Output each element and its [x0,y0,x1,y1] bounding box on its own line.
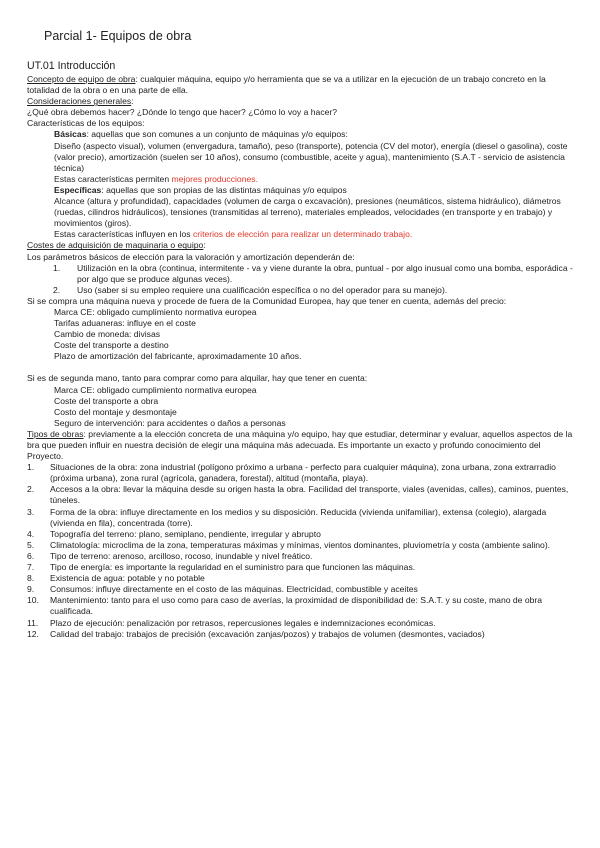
concepto-text: : cualquier máquina, equipo y/o herramienta que se va a utilizar en la ejecución de un trabajo concreto en la totalidad de la obra o en una parte de ella. [27,74,546,96]
costes-label: Costes de adquisición de maquinaria o equipo [27,240,204,251]
nueva-item: Marca CE: obligado cumplimiento normativa europea [54,306,257,317]
list-number: 2. [53,284,61,295]
permiten-line [27,174,575,185]
costes-colon: : [203,240,206,251]
list-item [27,540,575,551]
nueva-intro: Si se compra una máquina nueva y procede de fuera de la Comunidad Europea, hay que tener en cuenta, además del precio: [27,295,507,306]
list-text: Mantenimiento: tanto para el uso como para caso de averías, la proximidad de disponibilidad de: S.A.T. y su coste, mano de obra cualificada. [50,595,543,617]
list-item [27,285,575,296]
list-text: Forma de la obra: influye directamente en los medios y su disposición. Reducida (vivienda unifamiliar), extensa (colegio), alargada (vivienda en fila), concentrada (torre). [50,506,547,528]
list-text: Tipo de energía: es importante la regularidad en el suministro para que funcionen las máquinas. [50,562,416,573]
list-text: Existencia de agua: potable y no potable [50,573,205,584]
costes-heading [27,240,575,251]
segunda-intro: Si es de segunda mano, tanto para comprar como para alquilar, hay que tener en cuenta: [27,373,368,384]
tipos-text: : previamente a la elección concreta de una máquina y/o equipo, hay que estudiar, determinar y evaluar, aquellos aspectos de la bra que pueden influir en nuestra decisión de elegir una máquina más adecuada. Es importante un exacto y profundo conocimiento del Proyecto. [27,428,573,462]
list-item [27,529,575,540]
permiten-highlight: mejores producciones. [171,173,258,184]
segunda-item: Coste del transporte a obra [54,395,159,406]
especificas-line [27,185,575,196]
list-number: 3. [27,506,35,517]
document-body [27,60,575,640]
segunda-item: Costo del montaje y desmontaje [54,406,177,417]
tipos-label: Tipos de obras [27,428,84,439]
list-item [27,562,575,573]
especificas-desc: Alcance (altura y profundidad), capacidades (volumen de carga o excavación), presiones (neumáticos, sistema hidráulico), diámetros (ruedas, cilindros hidráulicos), tensiones (transmitidas al terreno), materiales empleados, velocidades (en transporte y en trabajo) y movimientos (giros). [54,196,561,229]
especificas-label: Específicas [54,184,102,195]
tipos-paragraph [27,429,575,462]
influyen-highlight: criterios de elección para realizar un determinado trabajo. [193,229,413,240]
list-item [27,595,575,617]
list-item [27,551,575,562]
list-text: Accesos a la obra: llevar la máquina desde su origen hasta la obra. Facilidad del transporte, viales (avenidas, calles), caminos, puentes, túneles. [50,484,569,506]
nueva-item: Coste del transporte a destino [54,340,169,351]
list-text: Calidad del trabajo: trabajos de precisión (excavación zanjas/pozos) y trabajos de volumen (desmontes, vaciados) [50,628,485,639]
consideraciones-label: Consideraciones generales [27,96,132,107]
page-title: Parcial 1- Equipos de obra [44,29,192,43]
list-number: 1. [53,262,61,273]
costes-intro: Los parámetros básicos de elección para la valoración y amortización dependerán de: [27,251,355,262]
concepto-paragraph [27,74,575,96]
list-text: Situaciones de la obra: zona industrial (polígono próximo a urbana - perfecto para cualquier máquina), zona urbana, zona extrarradio (próxima urbana), zona rural (agrícola, ganadera, forestal), altitud (montaña, playa). [50,462,556,484]
segunda-item: Seguro de intervención: para accidentes o daños a personas [54,417,286,428]
consideraciones-question: ¿Qué obra debemos hacer? ¿Dónde lo tengo que hacer? ¿Cómo lo voy a hacer? [27,107,338,118]
list-item [27,629,575,640]
nueva-item: Tarifas aduaneras: influye en el coste [54,318,196,329]
list-number: 10. [27,595,39,606]
list-number: 12. [27,628,39,639]
section-heading: UT.01 Introducción [27,60,116,72]
list-item [27,573,575,584]
basicas-text: : aquellas que son comunes a un conjunto de máquinas y/o equipos: [86,129,348,140]
influyen-line [27,229,575,240]
list-text: Topografía del terreno: plano, semiplano, pendiente, irregular y abrupto [50,528,321,539]
basicas-line [27,129,575,140]
consideraciones-heading [27,96,575,107]
list-number: 2. [27,484,35,495]
caracteristicas-line: Características de los equipos: [27,118,145,129]
basicas-desc: Diseño (aspecto visual), volumen (envergadura, tamaño), peso (transporte), potencia (CV del motor), energía (diesel o gasolina), coste (valor precio), amortización (suelen ser 10 años), consumo (combustible, aceite y agua), mantenimiento (S.A.T - servicio de asistencia técnica) [54,140,568,173]
list-text: Climatología: microclima de la zona, temperaturas máximas y mínimas, vientos dominantes, pluviometría y costa (ambiente salino). [50,539,551,550]
list-number: 11. [27,617,39,628]
spacer [27,362,575,373]
nueva-item: Cambio de moneda: divisas [54,329,161,340]
list-number: 5. [27,539,35,550]
concepto-label: Concepto de equipo de obra [27,74,136,84]
list-item [27,584,575,595]
influyen-text: Estas características influyen en los [54,229,193,240]
list-text: Plazo de ejecución: penalización por retrasos, repercusiones legales e indemnizaciones económicas. [50,617,436,628]
list-item [27,462,575,484]
list-item [27,484,575,506]
list-text: Tipo de terreno: arenoso, arcilloso, rocoso, inundable y nivel freático. [50,550,313,561]
basicas-label: Básicas [54,129,87,140]
list-number: 1. [27,462,35,473]
permiten-text: Estas características permiten [54,173,172,184]
list-number: 4. [27,528,35,539]
list-item [27,263,575,285]
list-text: Utilización en la obra (continua, intermitente - va y viene durante la obra, puntual - por algo inusual como una bomba, esporádica - por algo que se produce algunas veces). [77,262,573,284]
especificas-text: : aquellas que son propias de las distintas máquinas y/o equipos [101,184,347,195]
consideraciones-colon: : [131,96,134,107]
list-text: Uso (saber si su empleo requiere una cualificación específica o no del operador para su manejo). [77,284,448,295]
list-number: 7. [27,562,35,573]
list-text: Consumos: influye directamente en el costo de las máquinas. Electricidad, combustible y aceites [50,584,418,595]
list-item [27,507,575,529]
list-number: 6. [27,550,35,561]
segunda-item: Marca CE: obligado cumplimiento normativa europea [54,384,257,395]
list-number: 9. [27,584,35,595]
list-number: 8. [27,573,35,584]
nueva-item: Plazo de amortización del fabricante, aproximadamente 10 años. [54,351,302,362]
list-item [27,618,575,629]
